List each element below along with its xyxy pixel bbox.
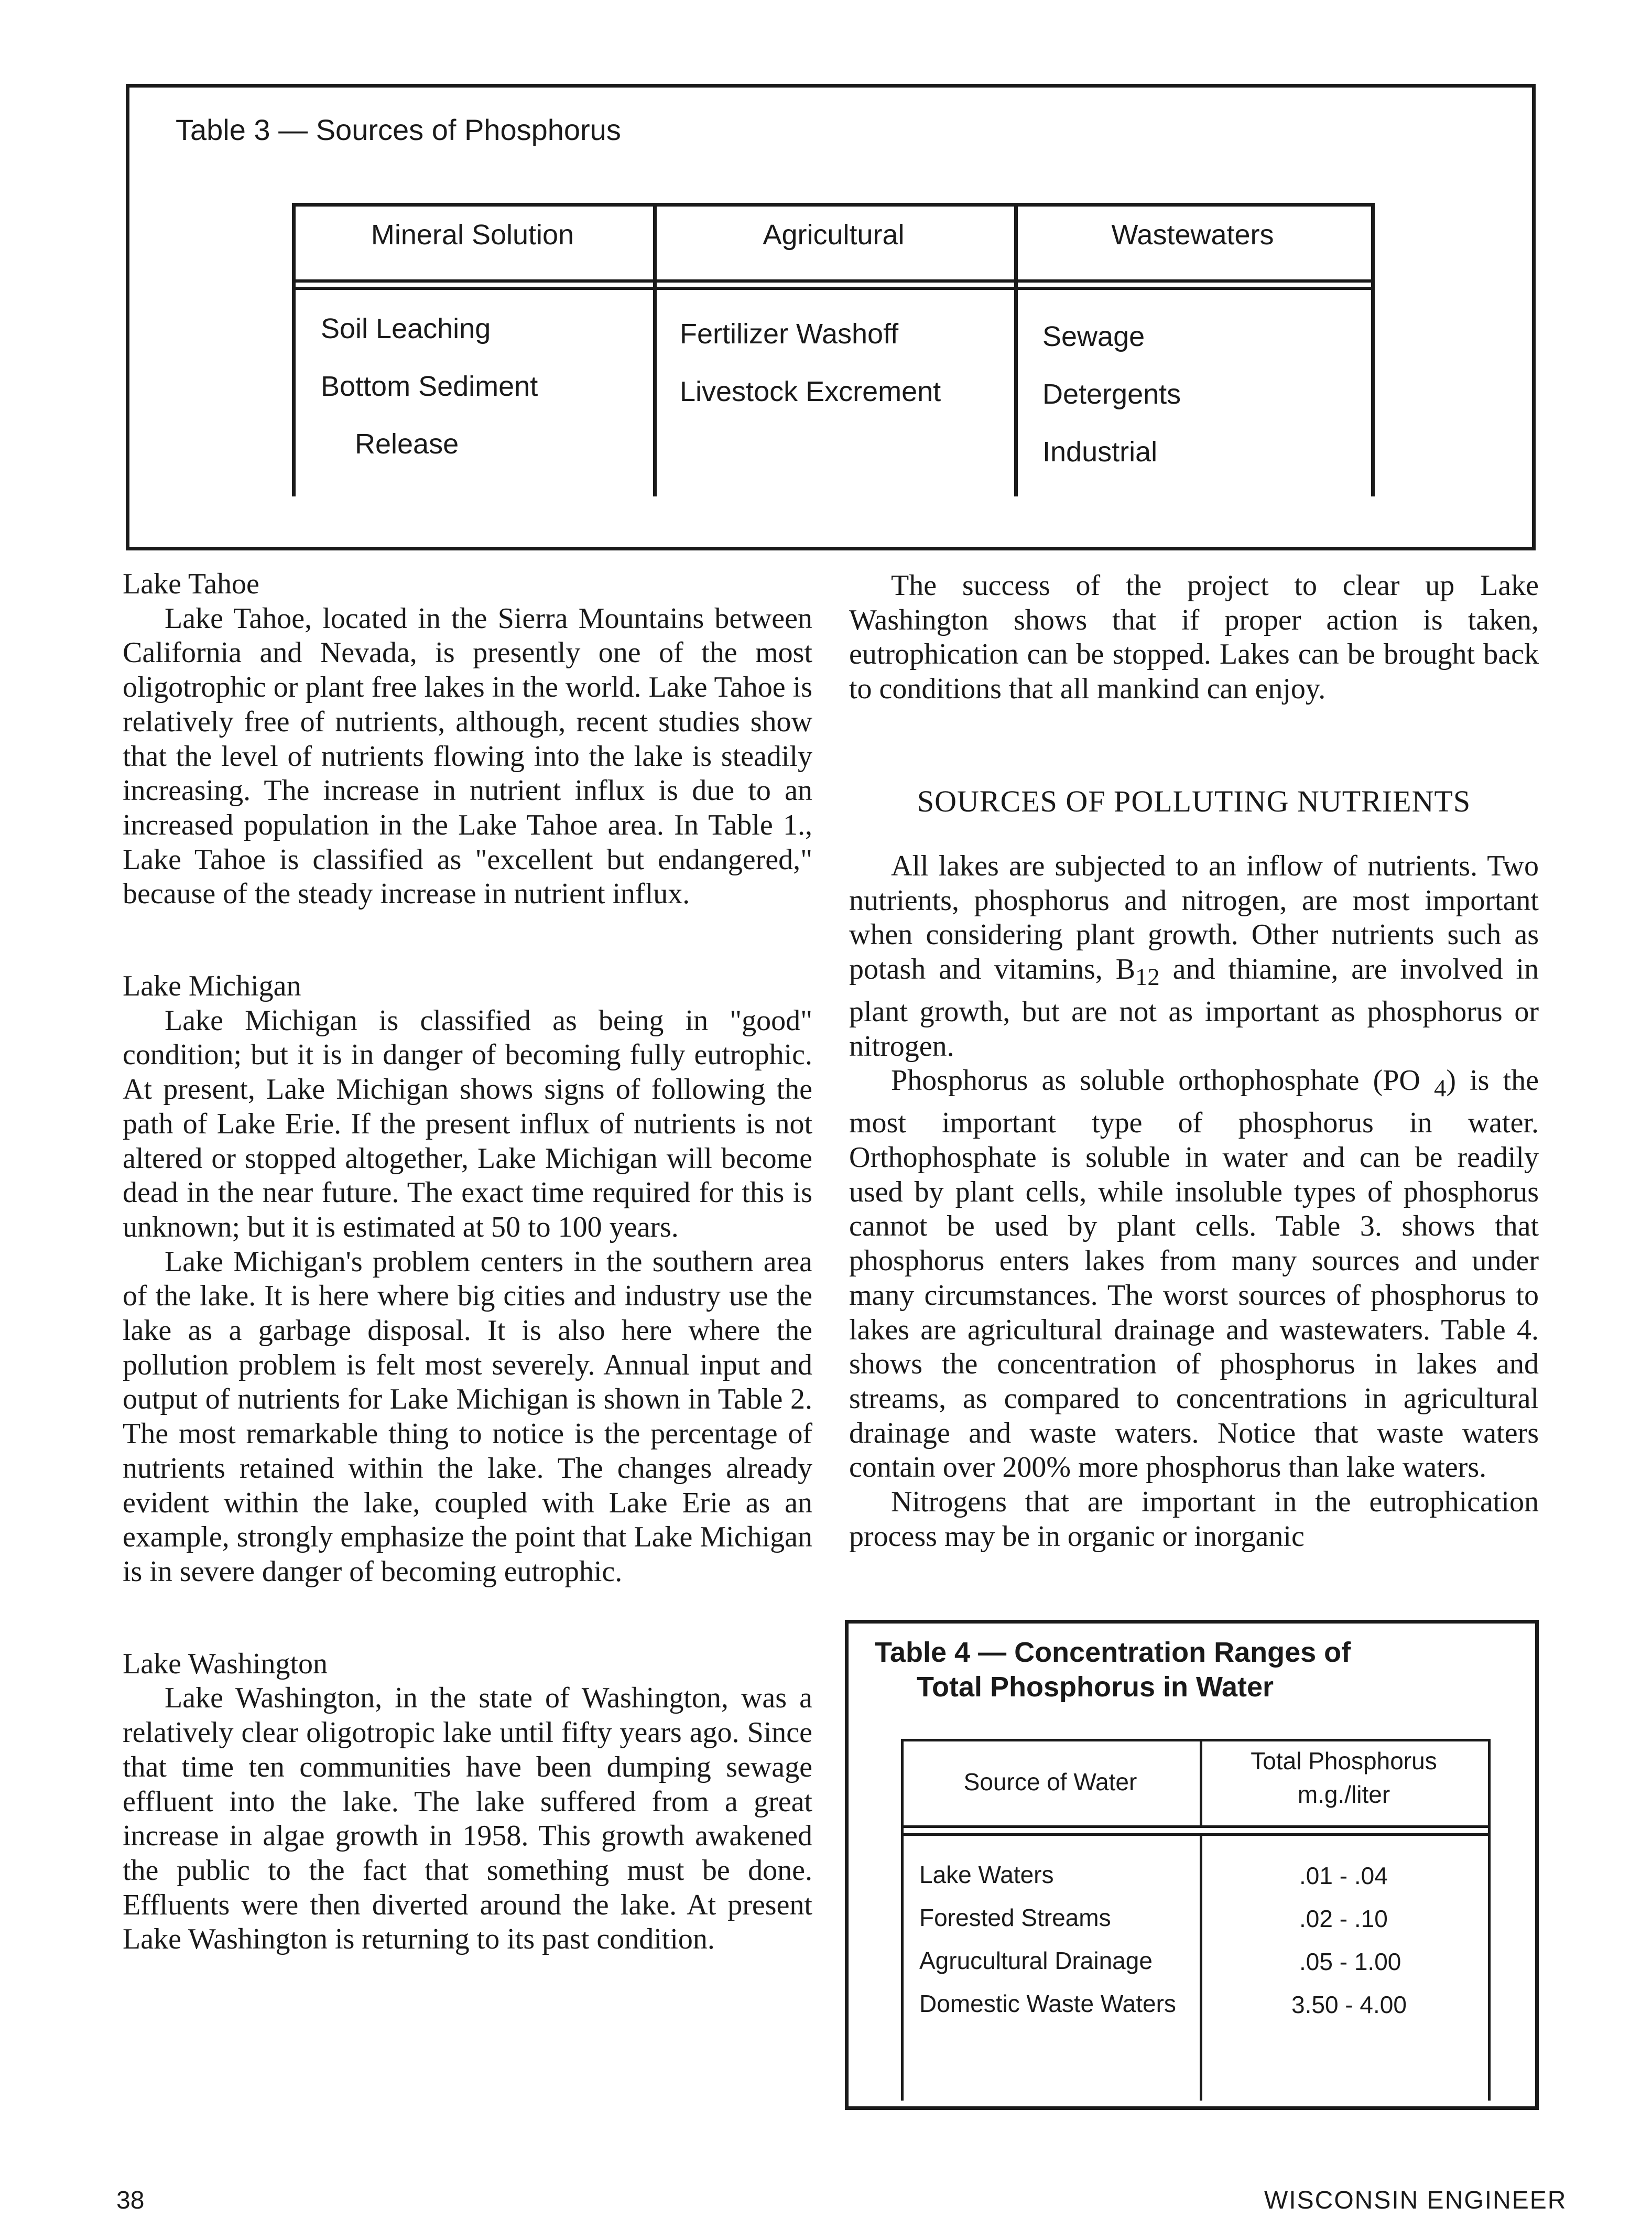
phosphorus-text: ) is the most important type of phosphorus in water. Orthophosphate is soluble in water and can be readily used by plant cells, while insoluble types of phosphorus cannot be used by plant cells. Table 3. shows that phosphorus enters lakes from many sources and under many circumstances. The worst sources of phosphorus to lakes are agricultural drainage and wastewaters. Table 4. shows the concentration of phosphorus in lakes and streams, as compared to concentrations in agricultural drainage and waste waters. Notice that waste waters contain over 200% more phosphorus than lake waters. (849, 1064, 1539, 1484)
lake-michigan-paragraph: Lake Michigan's problem centers in the southern area of the lake. It is here where big cities and industry use the lake as a garbage disposal. It is also here where the pollution problem is felt most severely. Annual input and output of nutrients for Lake Michigan is shown in Table 2. The most remarkable thing to notice is the percentage of nutrients retained within the lake. The changes already evident within the lake, coupled with Lake Erie as an example, strongly emphasize the point that Lake Michigan is in severe danger of becoming eutrophic. (123, 1245, 812, 1588)
nutrients-text: All lakes are subjected to an inflow of nutrients. Two nutrients, phosphorus and nitrogen, are most important when considering plant growth. Other nutrients such as potash and vitamins, B (849, 850, 1539, 986)
table-3-header-rule (292, 279, 1375, 283)
phosphorus-concentration-table (845, 1620, 1539, 2110)
journal-name: WISCONSIN ENGINEER (1264, 2187, 1567, 2214)
lake-michigan-paragraph: Lake Michigan is classified as being in "good" condition; but it is in danger of becoming fully eutrophic. At present, Lake Michigan shows signs of following the path of Lake Erie. If the present influx of nutrients is not altered or stopped altogether, Lake Michigan will become dead in the near future. The exact time required for this is unknown; but it is estimated at 50 to 100 years. (123, 1004, 812, 1243)
table-4-source: Agrucultural Drainage (919, 1947, 1153, 1974)
lake-tahoe-heading: Lake Tahoe (123, 568, 259, 600)
table-3-title: Table 3 — Sources of Phosphorus (176, 113, 621, 146)
table-4-header-value-line: m.g./liter (1297, 1781, 1390, 1808)
table-4-title (875, 1635, 1351, 1704)
table-4-divider (1200, 1836, 1202, 2101)
table-4-grid (901, 1739, 1491, 2106)
phosphorus-text: Phosphorus as soluble orthophosphate (PO (891, 1064, 1434, 1097)
table-4-header-rule (901, 1825, 1491, 1828)
sources-of-phosphorus-table (126, 84, 1536, 550)
table-4-range: 3.50 - 4.00 (1291, 1991, 1407, 2018)
table-3-grid (292, 203, 1375, 496)
table-4-range: .02 - .10 (1299, 1905, 1388, 1932)
section-gap (123, 912, 812, 969)
table-4-source: Lake Waters (919, 1861, 1054, 1888)
table-3-cell: Livestock Excrement (680, 376, 941, 407)
vitamin-subscript: 12 (1135, 964, 1160, 991)
table-3-header-wastewaters: Wastewaters (1111, 219, 1274, 251)
lake-washington-paragraph: Lake Washington, in the state of Washington, was a relatively clear oligotropic lake until fifty years ago. Since that time ten communities have been dumping sewage effluent into the lake. The lake suffered from a great increase in algae growth in 1958. This growth awakened the public to the fact that something must be done. Effluents were then diverted around the lake. At present Lake Washington is returning to its past condition. (123, 1682, 812, 1956)
table-3-cell: Sewage (1042, 321, 1145, 352)
table-3-cell: Release (355, 428, 459, 460)
table-3-cell: Detergents (1042, 378, 1181, 410)
table-3-header-agricultural: Agricultural (763, 219, 905, 251)
right-column-top (849, 569, 1539, 707)
table-3-cell: Fertilizer Washoff (680, 318, 899, 350)
lake-washington-heading: Lake Washington (123, 1647, 328, 1680)
table-4-header-value-line: Total Phosphorus (1251, 1747, 1437, 1774)
lake-michigan-heading: Lake Michigan (123, 970, 301, 1003)
lake-washington-conclusion: The success of the project to clear up Lake Washington shows that if proper action is taken, eutrophication can be stopped. Lakes can be brought back to conditions that all mankind can enjoy. (849, 569, 1539, 706)
page-number: 38 (116, 2187, 145, 2214)
table-3-header-mineral: Mineral Solution (371, 219, 574, 251)
table-3-cell: Bottom Sediment (321, 371, 538, 402)
table-4-source: Forested Streams (919, 1904, 1111, 1931)
table-4-source: Domestic Waste Waters (919, 1990, 1176, 2017)
table-4-range: .05 - 1.00 (1299, 1948, 1401, 1975)
left-column (123, 567, 812, 1957)
phosphorus-paragraph (849, 1064, 1539, 1485)
section-heading: SOURCES OF POLLUTING NUTRIENTS (917, 784, 1471, 818)
right-column (849, 849, 1539, 1554)
table-3-cell: Soil Leaching (321, 313, 491, 344)
section-gap (123, 1589, 812, 1647)
lake-tahoe-paragraph: Lake Tahoe, located in the Sierra Mountains between California and Nevada, is presently one of the most oligotrophic or plant free lakes in the world. Lake Tahoe is relatively free of nutrients, although, recent studies show that the level of nutrients flowing into the lake is steadily increasing. The increase in nutrient influx is due to an increased population in the Lake Tahoe area. In Table 1., Lake Tahoe is classified as "excellent but endangered," because of the steady increase in nutrient influx. (123, 602, 812, 911)
nitrogen-paragraph: Nitrogens that are important in the eutrophication process may be in organic or inorganic (849, 1486, 1539, 1553)
nutrients-text: and thiamine, are involved in plant growth, but are not as important as phosphorus or nitrogen. (849, 953, 1539, 1063)
nutrients-paragraph (849, 849, 1539, 1064)
table-4-range: .01 - .04 (1299, 1862, 1388, 1889)
table-4-header-rule-double (901, 1833, 1491, 1836)
table-3-cell: Industrial (1042, 436, 1158, 468)
table-4-title-line: Table 4 — Concentration Ranges of (875, 1637, 1351, 1668)
phosphate-subscript: 4 (1433, 1075, 1447, 1102)
table-3-header-rule-double (292, 287, 1375, 290)
table-4-header-source: Source of Water (963, 1768, 1137, 1795)
table-4-right-rule (1488, 1739, 1491, 2101)
table-3-right-rule (1371, 203, 1375, 496)
table-4-header-value (1200, 1744, 1488, 1811)
table-4-top-rule (901, 1739, 1491, 1741)
table-3-top-rule (292, 203, 1375, 207)
table-4-title-line: Total Phosphorus in Water (917, 1671, 1274, 1703)
